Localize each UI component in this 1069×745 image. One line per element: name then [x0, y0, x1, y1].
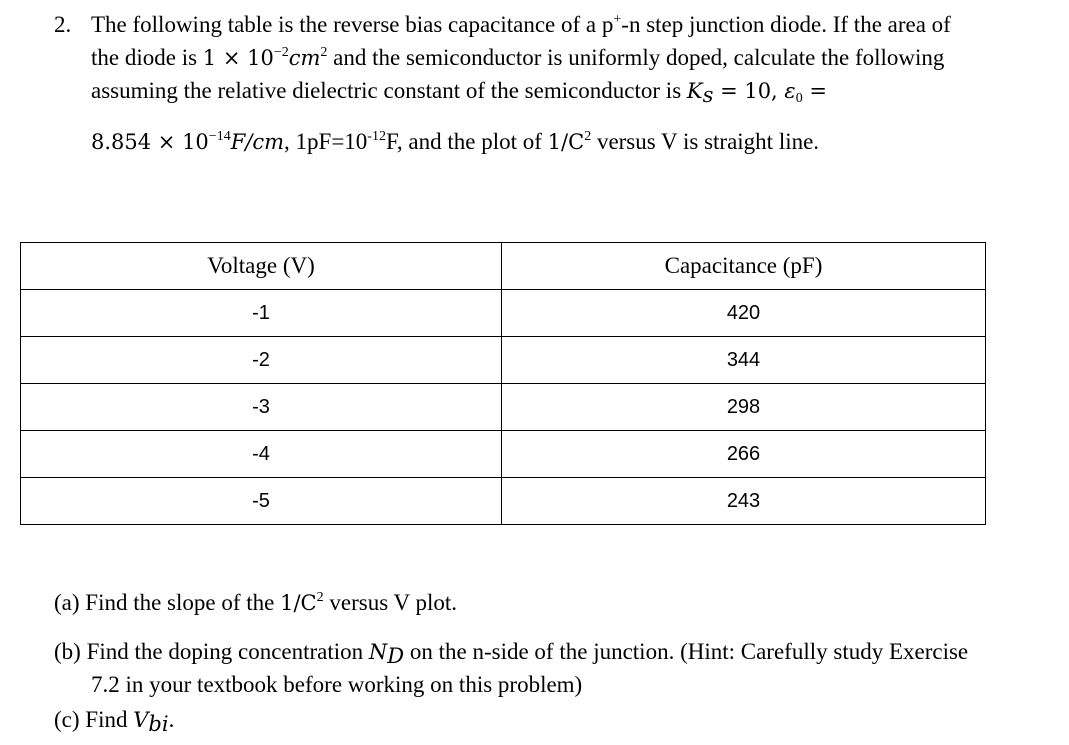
question-c: (c) Find $V_{bi}$.: [54, 707, 175, 736]
table-row: [21, 478, 986, 525]
problem-line-3: assuming the relative dielectric constant of the semiconductor is $K_s = 10$, $\varepsilon_0$ =: [91, 78, 827, 107]
question-b-continued: 7.2 in your textbook before working on this problem): [91, 672, 583, 697]
capacitance-cell: 420: [502, 290, 986, 337]
question-b: (b) Find the doping concentration $N_D$ on the n-side of the junction. (Hint: Carefully study Exercise: [54, 639, 969, 668]
header-capacitance: Capacitance (pF): [502, 243, 986, 290]
table-row: [21, 384, 986, 431]
problem-line-2: the diode is $1 \times 10^{-2}cm^2$ and the semiconductor is uniformly doped, calculate the following: [91, 45, 945, 70]
capacitance-table: [20, 242, 986, 525]
voltage-cell: -5: [21, 478, 502, 525]
table-row: [21, 431, 986, 478]
capacitance-cell: 266: [502, 431, 986, 478]
table-row: [21, 337, 986, 384]
voltage-cell: -4: [21, 431, 502, 478]
question-a: (a) Find the slope of the $1/C^2$ versus V plot.: [54, 590, 457, 615]
voltage-cell: -1: [21, 290, 502, 337]
capacitance-cell: 344: [502, 337, 986, 384]
header-voltage: Voltage (V): [21, 243, 502, 290]
problem-line-4: $8.854 \times 10^{-14}F/cm$, $1pF=10^{-12}F$, and the plot of $1/C^2$ versus V is straight line.: [91, 129, 820, 154]
problem-number: 2.: [54, 12, 72, 37]
table-header-row: [21, 243, 986, 290]
table-row: [21, 290, 986, 337]
capacitance-cell: 298: [502, 384, 986, 431]
voltage-cell: -3: [21, 384, 502, 431]
voltage-cell: -2: [21, 337, 502, 384]
problem-line-1: The following table is the reverse bias capacitance of a p+-n step junction diode. If the area of: [91, 12, 951, 37]
capacitance-cell: 243: [502, 478, 986, 525]
